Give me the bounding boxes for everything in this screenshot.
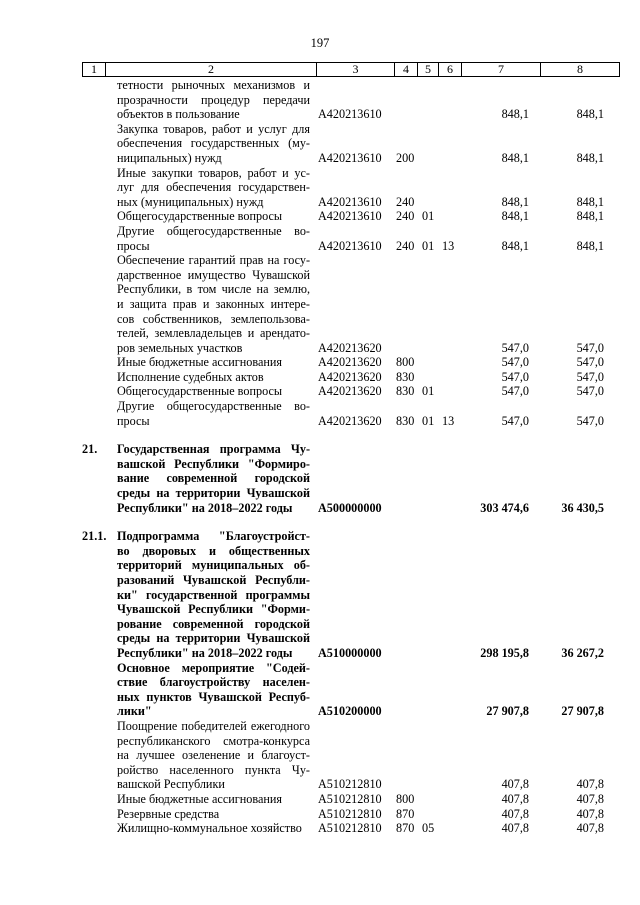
row-name-line: вание современной городской — [117, 471, 310, 486]
row-col-7: 547,0 — [501, 355, 529, 370]
row-name-line: ниципальных) нужд — [117, 150, 222, 165]
table-row — [0, 821, 640, 836]
row-name-line: республиканского смотра-конкурса — [117, 733, 310, 748]
row-name — [117, 209, 310, 224]
row-name-line: Другие общегосударственные во- — [117, 223, 310, 238]
row-col-4: 870 — [396, 821, 415, 836]
row-col-7: 298 195,8 — [480, 645, 529, 660]
table-row — [0, 807, 640, 822]
row-col-7: 547,0 — [501, 413, 529, 428]
row-name-line: вашской Республики — [117, 777, 225, 792]
row-col-7: 407,8 — [501, 806, 529, 821]
row-col-7: 848,1 — [501, 238, 529, 253]
row-name-line: ров земельных участков — [117, 340, 243, 355]
row-name-line: Основное мероприятие "Содей- — [117, 660, 310, 675]
row-name — [117, 442, 310, 515]
row-col-4: 240 — [396, 238, 415, 253]
row-col-7: 407,8 — [501, 791, 529, 806]
row-col-4: 800 — [396, 791, 415, 806]
row-col-8: 547,0 — [576, 369, 604, 384]
row-code: А510212810 — [318, 821, 382, 836]
table-row — [0, 166, 640, 210]
row-name-line: среды на территории Чувашской — [117, 486, 310, 501]
row-col-4: 870 — [396, 806, 415, 821]
row-col-8: 27 907,8 — [561, 704, 604, 719]
table-row — [0, 529, 640, 660]
table-row — [0, 209, 640, 224]
row-name-line: разований Чувашской Республи- — [117, 573, 310, 587]
header-col-1: 1 — [83, 63, 106, 76]
header-col-8: 8 — [577, 62, 583, 76]
row-col-5: 01 — [422, 384, 435, 399]
header-col-2: 2 — [106, 63, 317, 76]
row-code: А420213610 — [318, 107, 382, 122]
row-name-line: на лучшее озеленение и благоуст- — [117, 748, 310, 763]
row-col-8: 407,8 — [576, 806, 604, 821]
row-col-8: 848,1 — [576, 238, 604, 253]
header-col-7: 7 — [462, 63, 541, 76]
row-code: А420213610 — [318, 209, 382, 224]
row-code: А510212810 — [318, 791, 382, 806]
row-number: 21. — [82, 442, 98, 457]
row-name-line: Иные бюджетные ассигнования — [117, 355, 283, 370]
row-name-line: ных пунктов Чувашской Респуб- — [117, 689, 310, 704]
row-col-4: 800 — [396, 355, 415, 370]
row-name-line: луг для обеспечения государствен- — [117, 180, 310, 195]
row-col-8: 547,0 — [576, 413, 604, 428]
row-name — [117, 529, 310, 660]
row-col-7: 848,1 — [501, 194, 529, 209]
row-code: А420213620 — [318, 369, 382, 384]
row-col-5: 01 — [422, 209, 435, 224]
table-row — [0, 78, 640, 122]
row-col-8: 547,0 — [576, 340, 604, 355]
row-name-line: Государственная программа Чу- — [117, 442, 310, 457]
row-col-4: 830 — [396, 369, 415, 384]
row-col-6: 13 — [442, 413, 455, 428]
row-name-line: ных (муниципальных) нужд — [117, 194, 264, 209]
row-col-8: 407,8 — [576, 791, 604, 806]
row-name-line: просы — [117, 413, 150, 428]
table-row — [0, 719, 640, 792]
row-col-6: 13 — [442, 238, 455, 253]
row-col-7: 848,1 — [501, 209, 529, 224]
row-col-4: 830 — [396, 413, 415, 428]
row-name-line: Общегосударственные вопросы — [117, 209, 283, 224]
row-col-7: 547,0 — [501, 384, 529, 399]
row-col-8: 547,0 — [576, 384, 604, 399]
row-name-line: Республики" на 2018–2022 годы — [117, 645, 293, 660]
row-col-5: 01 — [422, 413, 435, 428]
row-name-line: Жилищно-коммунальное хозяйство — [117, 821, 302, 836]
header-col-3: 3 — [317, 63, 395, 76]
row-name-line: сов собственников, землепользова- — [117, 311, 310, 326]
row-name-line: Подпрограмма "Благоустройст- — [117, 529, 310, 544]
row-code: А420213620 — [318, 340, 382, 355]
row-code: А420213620 — [318, 384, 382, 399]
table-row — [0, 384, 640, 399]
row-name — [117, 384, 310, 399]
row-name-line: Исполнение судебных актов — [117, 369, 264, 384]
row-name-line: Закупка товаров, работ и услуг для — [117, 121, 310, 136]
row-code: А420213610 — [318, 150, 382, 165]
row-code: А510000000 — [318, 645, 382, 660]
row-name-line: ройство населенного пункта Чу- — [117, 762, 310, 777]
row-col-7: 407,8 — [501, 821, 529, 836]
row-code: А510212810 — [318, 777, 382, 792]
row-col-7: 27 907,8 — [486, 704, 529, 719]
row-col-8: 848,1 — [576, 150, 604, 165]
row-name-line: лики" — [117, 704, 152, 719]
page-number: 197 — [310, 36, 330, 50]
row-col-5: 05 — [422, 821, 435, 836]
row-name-line: территорий муниципальных об- — [117, 558, 310, 573]
row-name-line: прозрачности процедур передачи — [117, 92, 310, 107]
table-row — [0, 224, 640, 253]
row-name — [117, 807, 310, 822]
row-col-5: 01 — [422, 238, 435, 253]
row-code: А420213620 — [318, 413, 382, 428]
table-header — [82, 62, 620, 77]
row-name — [117, 78, 310, 122]
row-col-8: 848,1 — [576, 194, 604, 209]
row-name-line: Общегосударственные вопросы — [117, 384, 283, 399]
row-col-8: 848,1 — [576, 107, 604, 122]
row-name-line: просы — [117, 238, 150, 253]
row-name-line: ствие благоустройству населен- — [117, 675, 310, 690]
row-col-4: 240 — [396, 194, 415, 209]
row-name-line: вашской Республики "Формиро- — [117, 456, 310, 471]
row-col-7: 848,1 — [501, 107, 529, 122]
row-name — [117, 122, 310, 166]
row-name-line: обеспечения государственных (му- — [117, 136, 310, 151]
row-col-8: 848,1 — [576, 209, 604, 224]
row-name — [117, 166, 310, 210]
row-name — [117, 224, 310, 253]
row-name-line: Другие общегосударственные во- — [117, 399, 310, 414]
row-col-4: 200 — [396, 150, 415, 165]
row-col-7: 407,8 — [501, 777, 529, 792]
row-name — [117, 792, 310, 807]
row-name-line: Резервные средства — [117, 806, 220, 821]
table-row — [0, 442, 640, 515]
row-name-line: Обеспечение гарантий прав на госу- — [117, 253, 310, 268]
row-col-7: 547,0 — [501, 369, 529, 384]
row-col-8: 407,8 — [576, 821, 604, 836]
row-name-line: Поощрение победителей ежегодного — [117, 718, 310, 733]
row-col-7: 848,1 — [501, 150, 529, 165]
row-name — [117, 821, 310, 836]
row-name-line: Иные закупки товаров, работ и ус- — [117, 165, 310, 180]
row-name-line: Республики" на 2018–2022 годы — [117, 500, 293, 515]
header-col-4: 4 — [395, 63, 418, 76]
row-code: А510200000 — [318, 704, 382, 719]
table-row — [0, 253, 640, 355]
row-name — [117, 399, 310, 428]
row-name-line: среды на территории Чувашской — [117, 631, 310, 646]
table-body — [0, 78, 640, 836]
table-row — [0, 399, 640, 428]
table-row — [0, 792, 640, 807]
row-number: 21.1. — [82, 529, 107, 544]
row-code: А510212810 — [318, 806, 382, 821]
row-col-7: 303 474,6 — [480, 500, 529, 515]
table-row — [0, 122, 640, 166]
row-col-8: 407,8 — [576, 777, 604, 792]
header-col-5: 5 — [418, 63, 439, 76]
row-name-line: Иные бюджетные ассигнования — [117, 791, 283, 806]
row-name-line: во дворовых и общественных — [117, 543, 310, 558]
table-row — [0, 355, 640, 370]
row-name-line: и защита прав и законных интере- — [117, 296, 310, 311]
row-name-line: Республики, в том числе на землю, — [117, 282, 310, 297]
row-name — [117, 370, 310, 385]
row-name-line: ки" государственной программы — [117, 587, 310, 602]
row-code: А420213610 — [318, 238, 382, 253]
row-col-8: 36 430,5 — [561, 500, 604, 515]
row-name-line: телей, землевладельцев и арендато- — [117, 326, 310, 341]
row-code: А420213620 — [318, 355, 382, 370]
row-code: А500000000 — [318, 500, 382, 515]
row-name — [117, 661, 310, 719]
row-name-line: объектов в пользование — [117, 107, 240, 122]
row-name-line: рование современной городской — [117, 616, 310, 631]
row-code: А420213610 — [318, 194, 382, 209]
row-name — [117, 719, 310, 792]
row-name — [117, 355, 310, 370]
table-row — [0, 661, 640, 719]
row-name-line: тетности рыночных механизмов и — [117, 78, 310, 92]
row-name-line: дарственное имущество Чувашской — [117, 267, 310, 282]
row-col-4: 240 — [396, 209, 415, 224]
row-name — [117, 253, 310, 355]
header-col-6: 6 — [439, 63, 462, 76]
row-name-line: Чувашской Республики "Форми- — [117, 602, 310, 617]
table-row — [0, 370, 640, 385]
row-col-7: 547,0 — [501, 340, 529, 355]
row-col-4: 830 — [396, 384, 415, 399]
row-col-8: 547,0 — [576, 355, 604, 370]
row-col-8: 36 267,2 — [561, 645, 604, 660]
